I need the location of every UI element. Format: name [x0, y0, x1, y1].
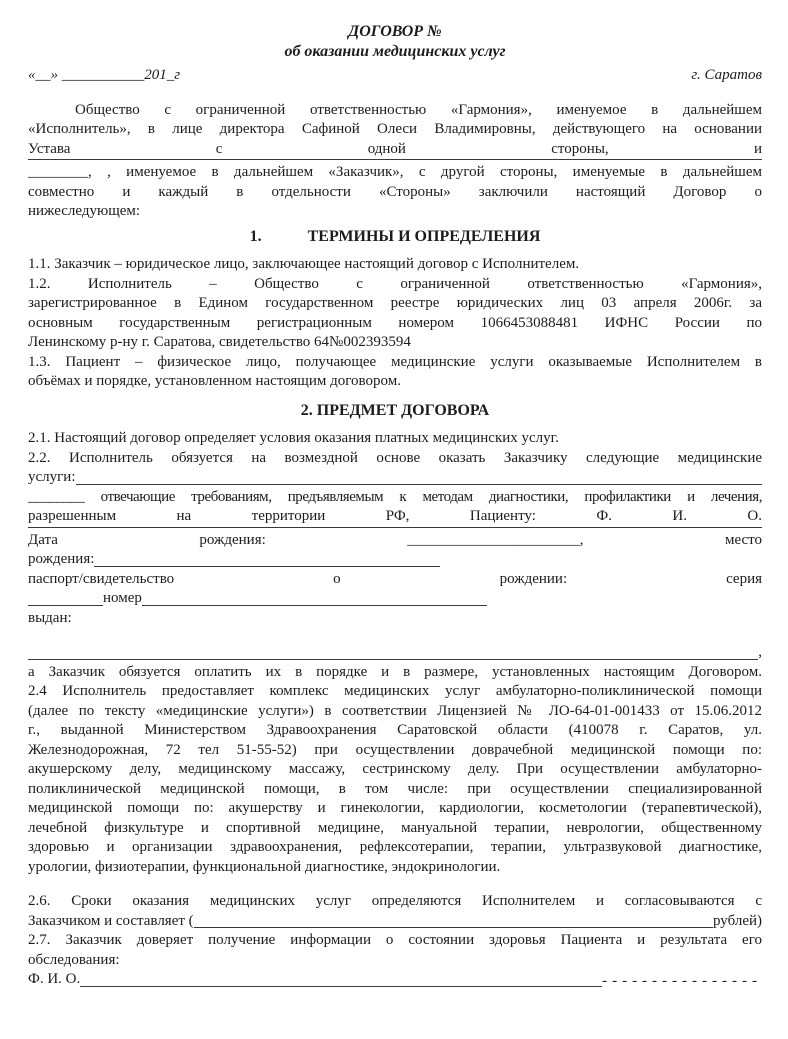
date-city-line — [28, 66, 762, 86]
clause-1-3-line-1: 1.3. Пациент – физическое лицо, получающее медицинские услуги оказываемые Исполнителем в — [28, 353, 762, 370]
section1-number: 1. — [249, 227, 262, 245]
services-label: услуги: — [28, 469, 76, 485]
birth-date-line: Дата рождения: _______________________, место — [28, 531, 762, 548]
spacer — [28, 86, 762, 101]
preamble-line-5: ________, , именуемое в дальнейшем «Заказчик», с другой стороны, именуемые в дальнейшем — [28, 164, 762, 180]
clause-2-4-line-7: медицинской помощи по: акушерству и гинекологии, кардиологии, косметологии (терапевтической), — [28, 800, 762, 816]
spacer — [28, 877, 762, 892]
clause-2-2-line-3: ________ отвечающие требованиям, предъявляемым к методам диагностики, профилактики и лечения, — [28, 488, 762, 505]
issued-by-blank-line — [28, 643, 762, 663]
clause-2-4-line-5: акушерскому делу, медицинскому массажу, сестринскому делу. При осуществлении амбулаторно- — [28, 761, 762, 777]
clause-2-2-services-blank — [28, 468, 762, 488]
clause-2-7-line-1: 2.7. Заказчик доверяет получение информации о состоянии здоровья Пациента и результата его — [28, 932, 762, 948]
fio-signature-line — [28, 970, 762, 990]
dash-run: ---------------- — [602, 973, 762, 989]
rubles-prefix: Заказчиком и составляет ( — [28, 912, 194, 929]
clause-2-6-line-1: 2.6. Сроки оказания медицинских услуг определяются Исполнителем и согласовываются с — [28, 893, 762, 909]
number-label: номер — [103, 590, 142, 606]
blank-underline — [76, 484, 763, 485]
clause-2-4-line-1: 2.4 Исполнитель предоставляет комплекс медицинских услуг амбулаторно-поликлинической помощи — [28, 683, 762, 699]
clause-2-4-line-2: (далее по тексту «медицинские услуги») в соответствии Лицензией № ЛО-64-01-001433 от 15.06.2012 — [28, 702, 762, 719]
clause-1-2-line-1: 1.2. Исполнитель – Общество с ограниченной ответственностью «Гармония», — [28, 275, 762, 292]
section1-heading — [28, 227, 762, 247]
series-number-line — [28, 589, 762, 609]
clause-2-4-line-10: урологии, физиотерапии, функциональной диагностике, эндокринологии. — [28, 858, 501, 875]
section2-heading: 2. ПРЕДМЕТ ДОГОВОРА — [300, 401, 490, 419]
blank-underline — [28, 605, 103, 606]
rubles-blank-line — [28, 912, 762, 932]
blank-underline — [28, 159, 762, 160]
preamble-line-7: нижеследующем: — [28, 203, 141, 219]
payment-obligation-line: а Заказчик обязуется оплатить их в порядке и в размере, установленных настоящим Договором. — [28, 663, 762, 680]
blank-underline — [94, 566, 440, 567]
date-blank: «__» ___________201_г — [28, 67, 181, 83]
clause-2-4-line-8: лечебной физкультуре и спортивной медицине, мануальной терапии, неврологии, общественному — [28, 819, 762, 836]
clause-1-3-line-2: объёмах и порядке, установленном настоящим договором. — [28, 373, 401, 389]
blank-underline — [28, 527, 762, 528]
spacer — [28, 628, 762, 643]
blank-underline — [80, 986, 602, 987]
clause-2-1: 2.1. Настоящий договор определяет условия оказания платных медицинских услуг. — [28, 430, 559, 446]
clause-2-4-line-3: г., выданной Министерством Здравоохранения Саратовской области (410078 г. Саратов, ул. — [28, 722, 762, 738]
clause-2-4-line-4: Железнодорожная, 72 тел 51-55-52) при осуществлении доврачебной медицинской помощи по: — [28, 741, 762, 758]
fio-label: Ф. И. О. — [28, 971, 81, 987]
comma: , — [758, 644, 762, 660]
clause-1-2-line-4: Ленинскому р-ну г. Саратова, свидетельство 64№002393594 — [28, 334, 411, 350]
passport-line: паспорт/свидетельство о рождении: серия — [28, 570, 762, 587]
section1-title: ТЕРМИНЫ И ОПРЕДЕЛЕНИЯ — [307, 227, 541, 245]
clause-2-2-line-4: разрешенным на территории РФ, Пациенту: Ф. И. О. — [28, 508, 762, 524]
preamble-line-6: совместно и каждый в отдельности «Стороны» заключили настоящий Договор о — [28, 183, 762, 200]
clause-2-7-line-2: обследования: — [28, 951, 120, 968]
blank-underline — [28, 659, 758, 660]
doc-title: ДОГОВОР № — [348, 23, 442, 40]
clause-1-1: 1.1. Заказчик – юридическое лицо, заключающее настоящий договор с Исполнителем. — [28, 256, 580, 272]
preamble-line-2: «Исполнитель», в лице директора Сафиной Олеси Владимировны, действующего на основании — [28, 121, 762, 137]
birth-place-line — [28, 550, 762, 570]
preamble-line-3: Устава с одной стороны, и — [28, 140, 762, 157]
blank-underline — [194, 927, 713, 928]
city-label: г. Саратов — [691, 67, 762, 83]
clause-2-2-line-1: 2.2. Исполнитель обязуется на возмездной основе оказать Заказчику следующие медицинские — [28, 449, 762, 466]
clause-1-2-line-2: зарегистрированное в Едином государственном реестре юридических лиц 03 апреля 2006г. за — [28, 295, 762, 311]
preamble-line-1: Общество с ограниченной ответственностью «Гармония», именуемое в дальнейшем — [75, 101, 762, 118]
clause-2-4-line-9: здоровью и организации здравоохранения, рефлексотерапии, терапии, ультразвуковой диагностике, — [28, 839, 762, 855]
rubles-suffix: рублей) — [712, 912, 762, 929]
clause-1-2-line-3: основным государственным регистрационным номером 1066453088481 ИФНС России по — [28, 314, 762, 331]
issued-by-label: выдан: — [28, 609, 72, 626]
doc-subtitle: об оказании медицинских услуг — [284, 43, 506, 60]
blank-underline — [142, 605, 487, 606]
birth-place-label: рождения: — [28, 551, 95, 567]
clause-2-4-line-6: поликлинической медицинской помощи, в том числе: при осуществлении специализированной — [28, 780, 762, 797]
